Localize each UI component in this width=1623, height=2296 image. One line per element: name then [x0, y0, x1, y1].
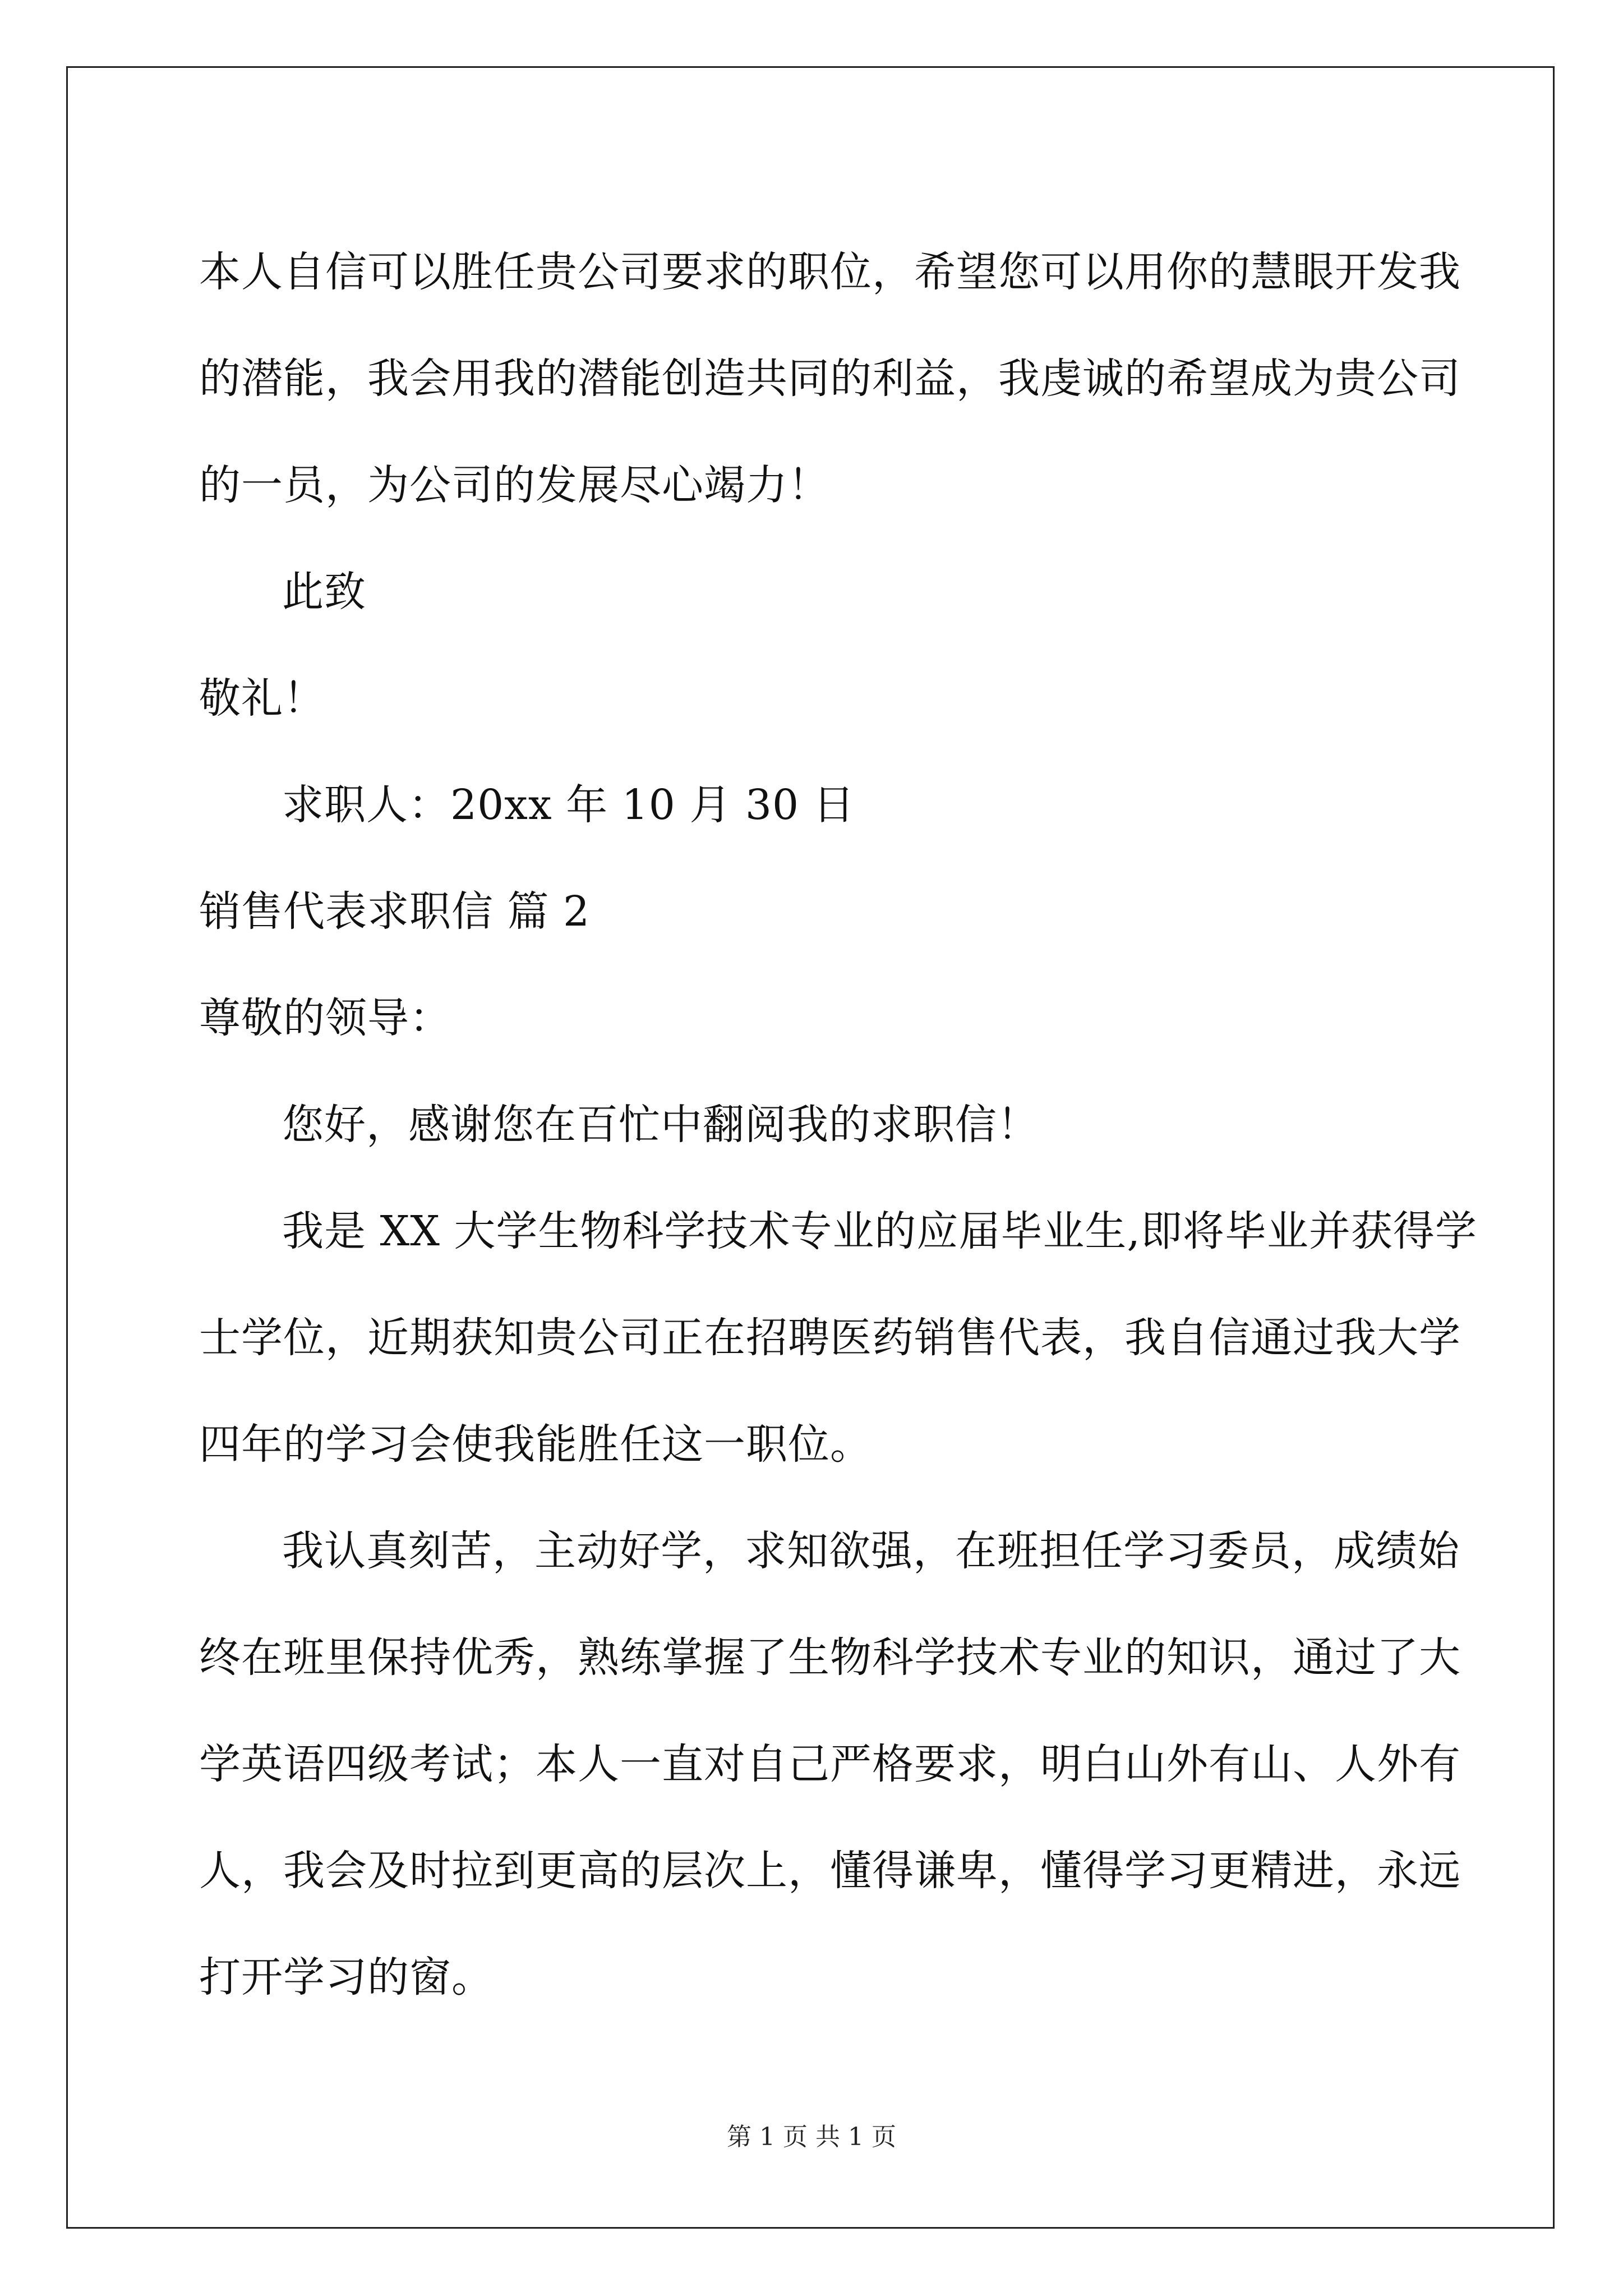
text-line: 人，我会及时拉到更高的层次上，懂得谦卑，懂得学习更精进，永远 [199, 1847, 1461, 1895]
text-line: 我认真刻苦，主动好学，求知欲强，在班担任学习委员，成绩始 [282, 1527, 1460, 1575]
text-line: 打开学习的窗。 [199, 1953, 494, 2001]
text-line: 士学位，近期获知贵公司正在招聘医药销售代表，我自信通过我大学 [199, 1314, 1461, 1362]
text-line: 终在班里保持优秀，熟练掌握了生物科学技术专业的知识，通过了大 [199, 1634, 1461, 1682]
signature-line: 求职人：20xx 年 10 月 30 日 [282, 781, 855, 829]
text-line: 的一员，为公司的发展尽心竭力！ [199, 461, 830, 509]
greeting: 尊敬的领导： [199, 994, 451, 1042]
text-line: 本人自信可以胜任贵公司要求的职位，希望您可以用你的慧眼开发我 [199, 248, 1461, 296]
text-line: 四年的学习会使我能胜任这一职位。 [199, 1420, 872, 1469]
closing-salutation: 此致 [282, 568, 366, 616]
text-line: 您好，感谢您在百忙中翻阅我的求职信！ [282, 1101, 1039, 1149]
document-body [199, 219, 1477, 2031]
closing-regards: 敬礼！ [199, 674, 325, 723]
section-title: 销售代表求职信 篇 2 [199, 887, 591, 936]
text-line: 的潜能，我会用我的潜能创造共同的利益，我虔诚的希望成为贵公司 [199, 355, 1461, 403]
page-footer: 第 1 页 共 1 页 [727, 2123, 896, 2151]
text-line: 学英语四级考试；本人一直对自己严格要求，明白山外有山、人外有 [199, 1740, 1461, 1788]
text-line: 我是 XX 大学生物科学技术专业的应届毕业生,即将毕业并获得学 [282, 1207, 1477, 1255]
